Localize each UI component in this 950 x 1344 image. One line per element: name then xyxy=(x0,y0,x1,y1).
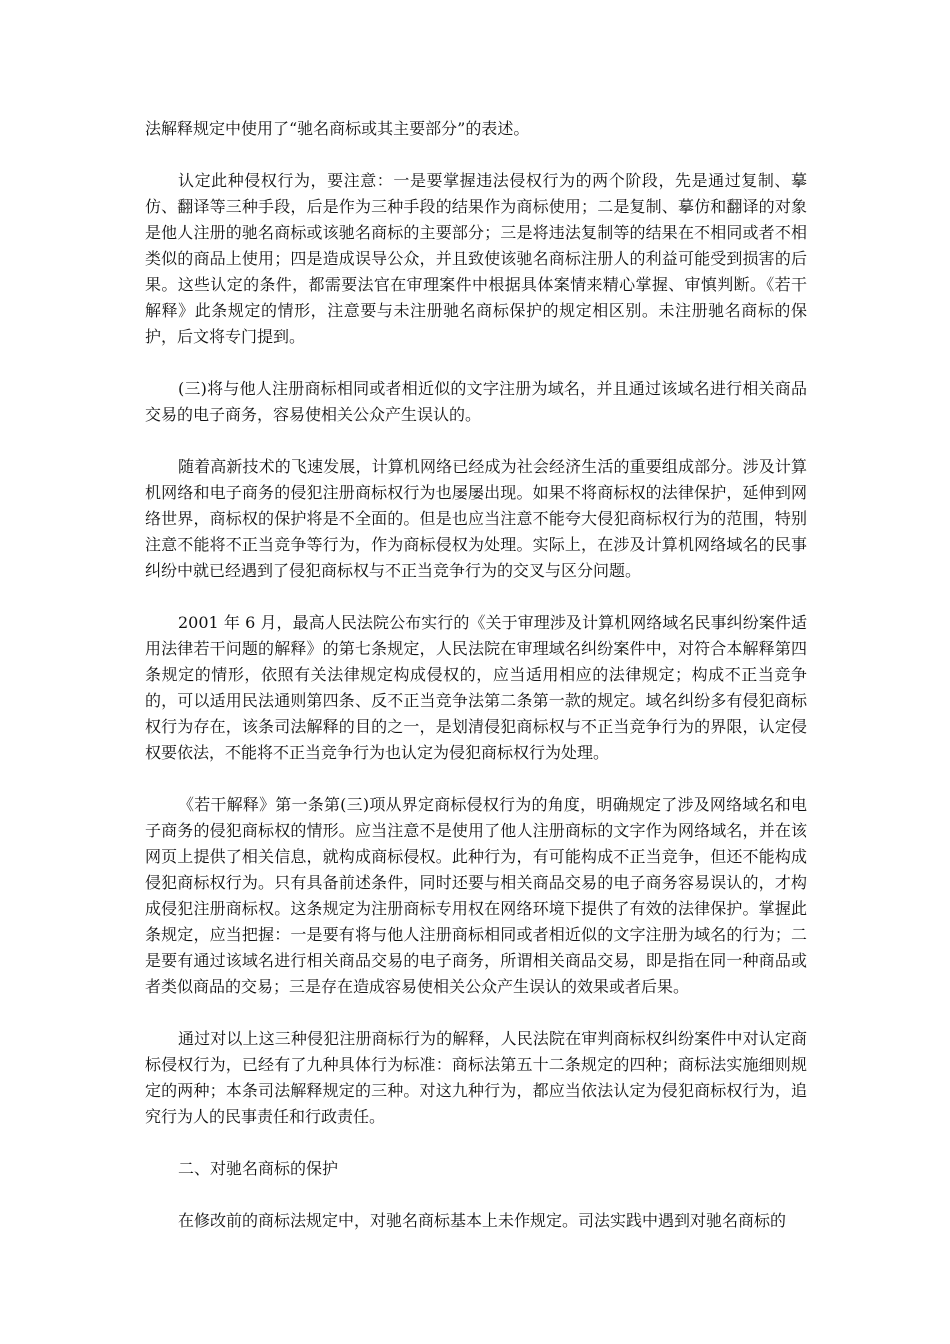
paragraph-nine-standards: 通过对以上这三种侵犯注册商标行为的解释，人民法院在审判商标权纠纷案件中对认定商标侵权行为，已经有了九种具体行为标准：商标法第五十二条规定的四种；商标法实施细则规定的两种；本条司法解释规定的三种。对这九种行为，都应当依法认定为侵犯商标权行为，追究行为人的民事责任和行政责任。 xyxy=(145,1029,807,1126)
paragraph-gap xyxy=(145,766,807,792)
paragraph-gap xyxy=(145,1000,807,1026)
paragraph-infringement-criteria: 认定此种侵权行为，要注意：一是要掌握违法侵权行为的两个阶段，先是通过复制、摹仿、翻译等三种手段，后是作为三种手段的结果作为商标使用；二是复制、摹仿和翻译的对象是他人注册的驰名商标或该驰名商标的主要部分；三是将违法复制等的结果在不相同或者不相类似的商品上使用；四是造成误导公众，并且致使该驰名商标注册人的利益可能受到损害的后果。这些认定的条件，都需要法官在审理案件中根据具体案情来精心掌握、审慎判断。《若干解释》此条规定的情形，注意要与未注册驰名商标保护的规定相区别。未注册驰名商标的保护，后文将专门提到。 xyxy=(145,171,807,346)
paragraph-gap xyxy=(145,350,807,376)
paragraph-2001-interpretation: 2001 年 6 月，最高人民法院公布实行的《关于审理涉及计算机网络域名民事纠纷案件适用法律若干问题的解释》的第七条规定，人民法院在审理域名纠纷案件中，对符合本解释第四条规定的情形，依照有关法律规定构成侵权的，应当适用相应的法律规定；构成不正当竞争的，可以适用民法通则第四条、反不正当竞争法第二条第一款的规定。域名纠纷多有侵犯商标权行为存在，该条司法解释的目的之一，是划清侵犯商标权与不正当竞争行为的界限，认定侵权要依法，不能将不正当竞争行为也认定为侵犯商标权行为处理。 xyxy=(145,613,807,762)
paragraph-gap xyxy=(145,584,807,610)
paragraph-gap xyxy=(145,428,807,454)
paragraph-gap xyxy=(145,142,807,168)
paragraph-gap xyxy=(145,1182,807,1208)
paragraph-network-development: 随着高新技术的飞速发展，计算机网络已经成为社会经济生活的重要组成部分。涉及计算机网络和电子商务的侵犯注册商标权行为也屡屡出现。如果不将商标权的法律保护，延伸到网络世界，商标权的保护将是不全面的。但是也应当注意不能夸大侵犯商标权行为的范围，特别注意不能将不正当竞争等行为，作为商标侵权为处理。实际上，在涉及计算机网络域名的民事纠纷中就已经遇到了侵犯商标权与不正当竞争行为的交叉与区分问题。 xyxy=(145,457,807,580)
paragraph-item-three: (三)将与他人注册商标相同或者相近似的文字注册为域名，并且通过该域名进行相关商品交易的电子商务，容易使相关公众产生误认的。 xyxy=(145,379,807,424)
section-heading-well-known-marks: 二、对驰名商标的保护 xyxy=(178,1159,339,1178)
paragraph-gap xyxy=(145,1130,807,1156)
paragraph-domain-ecommerce: 《若干解释》第一条第(三)项从界定商标侵权行为的角度，明确规定了涉及网络域名和电子商务的侵犯商标权的情形。应当注意不是使用了他人注册商标的文字作为网络域名，并在该网页上提供了相关信息，就构成商标侵权。此种行为，有可能构成不正当竞争，但还不能构成侵犯商标权行为。只有具备前述条件，同时还要与相关商品交易的电子商务容易误认的，才构成侵犯注册商标权。这条规定为注册商标专用权在网络环境下提供了有效的法律保护。掌握此条规定，应当把握：一是要有将与他人注册商标相同或者相近似的文字注册为域名的行为；二是要有通过该域名进行相关商品交易的电子商务，所谓相关商品交易，即是指在同一种商品或者类似商品的交易；三是存在造成容易使相关公众产生误认的效果或者后果。 xyxy=(145,795,807,996)
body-text xyxy=(145,116,807,1234)
paragraph-pre-amendment: 在修改前的商标法规定中，对驰名商标基本上未作规定。司法实践中遇到对驰名商标的 xyxy=(178,1211,787,1230)
paragraph-continuation: 法解释规定中使用了“驰名商标或其主要部分”的表述。 xyxy=(145,119,530,138)
